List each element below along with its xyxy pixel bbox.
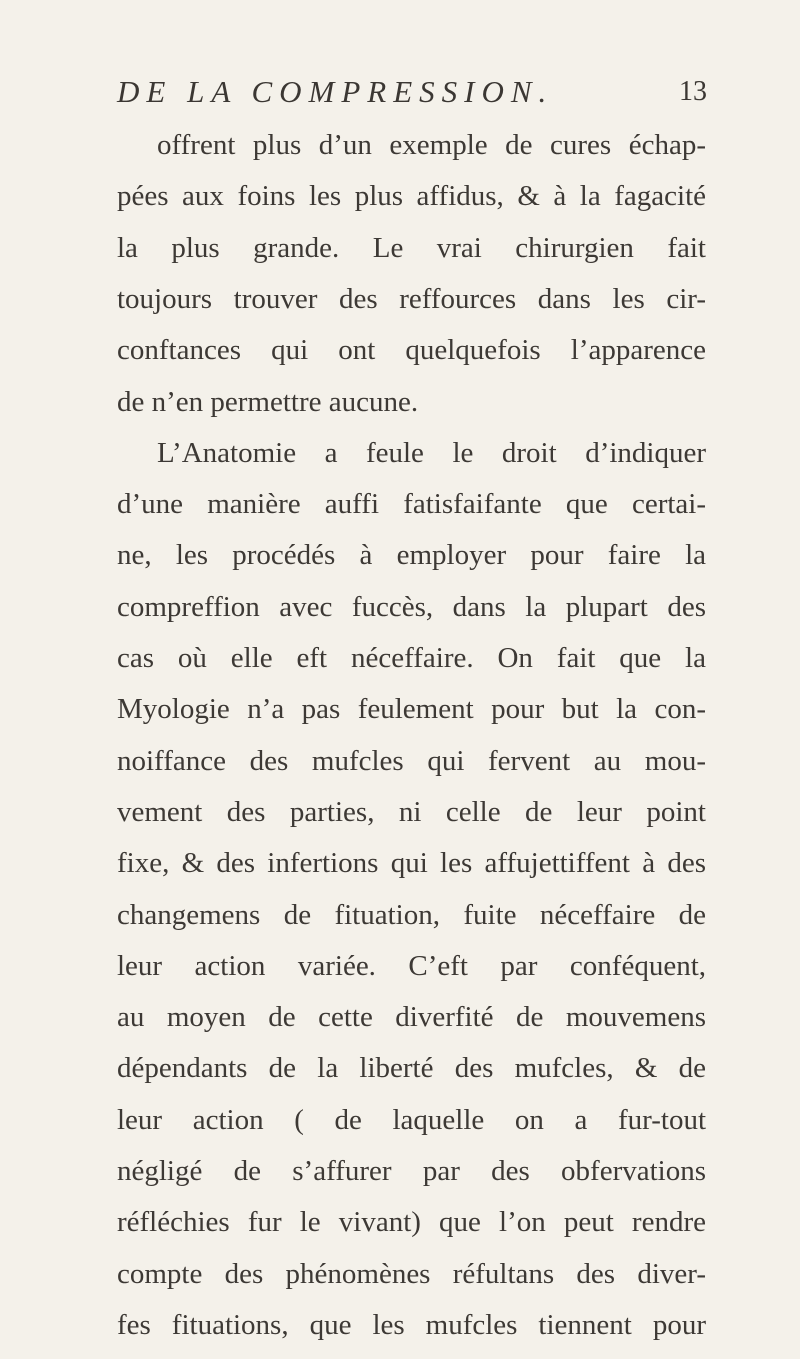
running-title: DE LA COMPRESSION. xyxy=(117,74,554,109)
text-line: fes fituations, que les mufcles tiennent pour xyxy=(117,1309,706,1341)
text-line: changemens de fituation, fuite néceffaire de xyxy=(117,899,706,931)
text-line: compreffion avec fuccès, dans la plupart des xyxy=(117,591,706,623)
text-line: toujours trouver des reffources dans les cir- xyxy=(117,283,706,315)
text-line: noiffance des mufcles qui fervent au mou- xyxy=(117,745,706,777)
text-line: au moyen de cette diverfité de mouvemens xyxy=(117,1001,706,1033)
text-line: conftances qui ont quelquefois l’apparence xyxy=(117,334,706,366)
text-line: Myologie n’a pas feulement pour but la con- xyxy=(117,693,706,725)
text-line: compte des phénomènes réfultans des diver- xyxy=(117,1258,706,1290)
text-line: offrent plus d’un exemple de cures échap- xyxy=(157,129,706,161)
text-line: fixe, & des infertions qui les affujettiffent à des xyxy=(117,847,706,879)
text-line: dépendants de la liberté des mufcles, & de xyxy=(117,1052,706,1084)
text-line: cas où elle eft néceffaire. On fait que la xyxy=(117,642,706,674)
text-line: ne, les procédés à employer pour faire la xyxy=(117,539,706,571)
text-line: pées aux foins les plus affidus, & à la fagacité xyxy=(117,180,706,212)
text-line: d’une manière auffi fatisfaifante que certai- xyxy=(117,488,706,520)
text-line: L’Anatomie a feule le droit d’indiquer xyxy=(157,437,706,469)
text-line: vement des parties, ni celle de leur point xyxy=(117,796,706,828)
running-head xyxy=(117,74,707,118)
text-line: réfléchies fur le vivant) que l’on peut rendre xyxy=(117,1206,706,1238)
text-line: de n’en permettre aucune. xyxy=(117,386,419,418)
text-line: leur action variée. C’eft par conféquent, xyxy=(117,950,706,982)
text-line: leur action ( de laquelle on a fur-tout xyxy=(117,1104,706,1136)
text-line: négligé de s’affurer par des obfervations xyxy=(117,1155,706,1187)
page-number: 13 xyxy=(679,76,707,107)
text-line: la plus grande. Le vrai chirurgien fait xyxy=(117,232,706,264)
